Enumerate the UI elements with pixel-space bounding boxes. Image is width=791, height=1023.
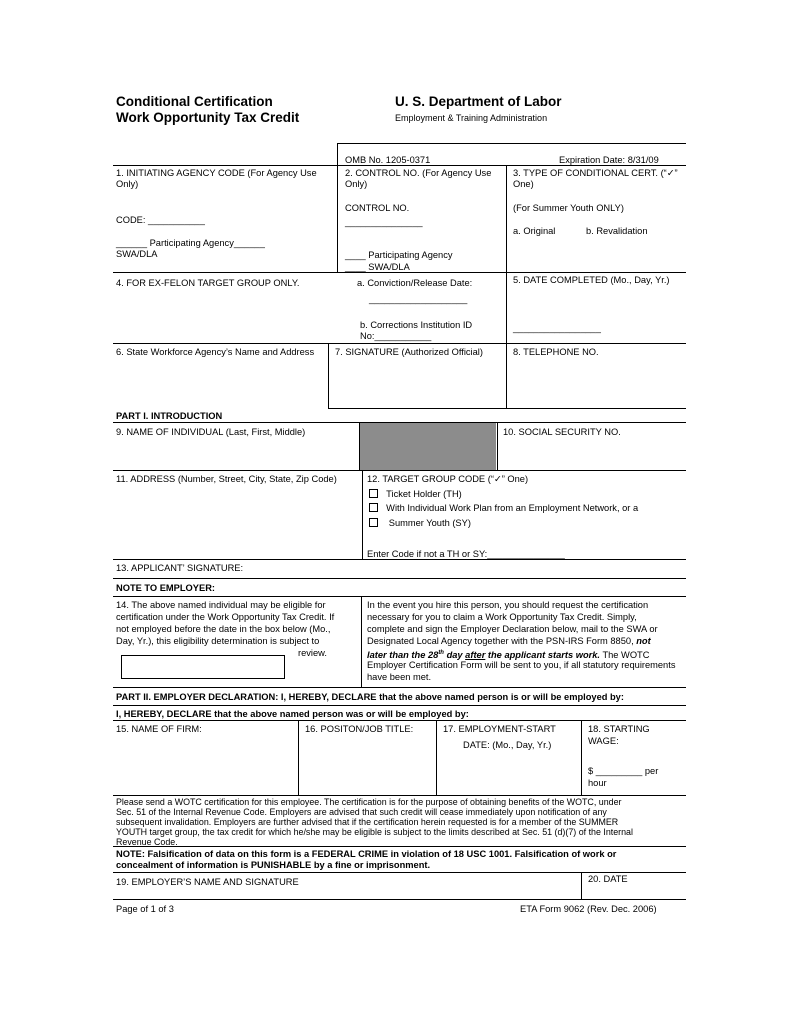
field-13-label: 13. APPLICANT’ SIGNATURE: <box>116 563 244 573</box>
participating-agency-field[interactable]: ______ Participating Agency______ <box>116 238 265 248</box>
rule <box>581 872 582 899</box>
field-6-label: 6. State Workforce Agency’s Name and Address <box>116 347 315 357</box>
field-18-sublabel: WAGE: <box>588 736 619 746</box>
falsification-warning-1: NOTE: Falsification of data on this form is a FEDERAL CRIME in violation of 18 USC 1001. Falsification of work or <box>116 849 617 859</box>
rule <box>113 578 686 579</box>
employer-note-7: have been met. <box>367 672 432 682</box>
rule <box>362 470 363 559</box>
rule <box>436 720 437 795</box>
rule <box>113 846 686 847</box>
omb-number: OMB No. 1205-0371 <box>345 155 431 165</box>
swa-dla-label: SWA/DLA <box>116 249 158 259</box>
rule <box>506 165 507 343</box>
department-name: U. S. Department of Labor <box>395 94 562 109</box>
expiration-date: Expiration Date: 8/31/09 <box>559 155 659 165</box>
target-option-work-plan[interactable]: With Individual Work Plan from an Employment Network, or a <box>369 503 638 514</box>
starting-wage-field[interactable]: $ _________ per <box>588 766 659 776</box>
field-12-label: 12. TARGET GROUP CODE (“✓” One) <box>367 474 529 484</box>
code-field[interactable]: CODE: ___________ <box>116 215 205 225</box>
field-1-label: 1. INITIATING AGENCY CODE (For Agency Use Only) <box>116 168 317 189</box>
employer-note-5: later than the 28th day after the applicant starts work. The WOTC <box>367 650 650 661</box>
original-option[interactable]: a. Original <box>513 226 556 236</box>
request-text-1: Please send a WOTC certification for this employee. The certification is for the purpose of obtaining benefits of the WOTC, under <box>116 797 622 807</box>
field-9-label: 9. NAME OF INDIVIDUAL (Last, First, Middle) <box>116 427 306 437</box>
request-text-5: Revenue Code. <box>116 837 178 847</box>
part-2-heading: PART II. EMPLOYER DECLARATION: I, HEREBY, DECLARE that the above named person is or will be employed by: <box>116 692 624 702</box>
rule <box>113 872 686 873</box>
rule <box>113 470 686 471</box>
field-19-label: 19. EMPLOYER’S NAME AND SIGNATURE <box>116 877 299 887</box>
omb-top-rule <box>337 143 686 144</box>
form-number: ETA Form 9062 (Rev. Dec. 2006) <box>520 904 657 914</box>
enter-code-field[interactable]: Enter Code if not a TH or SY:_______________ <box>367 549 565 559</box>
rule <box>113 596 686 597</box>
rule <box>359 422 360 470</box>
rule <box>337 165 338 272</box>
field-8-label: 8. TELEPHONE NO. <box>513 347 599 357</box>
field-7-label: 7. SIGNATURE (Authorized Official) <box>335 347 483 357</box>
department-subtitle: Employment & Training Administration <box>395 113 548 123</box>
swa-dla-checkbox[interactable]: ____ SWA/DLA <box>345 262 410 272</box>
request-text-2: Sec. 51 of the Internal Revenue Code. Employers are advised that such credit will cease immediately upon notification of any <box>116 807 607 817</box>
field-16-label: 16. POSITON/JOB TITLE: <box>305 724 414 734</box>
employer-note-2: necessary for you to claim a Work Opportunity Tax Credit. Simply, <box>367 612 637 622</box>
control-no-label: CONTROL NO. <box>345 203 410 213</box>
form-title-line2: Work Opportunity Tax Credit <box>116 110 300 125</box>
f14-text-2: certification under the Work Opportunity Tax Credit. If <box>116 612 335 622</box>
eligibility-date-box[interactable] <box>121 655 285 679</box>
rule <box>506 343 507 408</box>
note-heading: NOTE TO EMPLOYER: <box>116 583 216 593</box>
checkbox-icon[interactable] <box>369 503 378 512</box>
employer-note-6: Employer Certification Form will be sent to you, if all statutory requirements <box>367 660 676 670</box>
f14-text-3: not employed before the date in the box below (Mo., <box>116 624 331 634</box>
field-2-label: 2. CONTROL NO. (For Agency Use Only) <box>345 168 492 189</box>
f14-text-4: Day, Yr.), this eligibility determination is subject to <box>116 636 320 646</box>
summer-youth-note: (For Summer Youth ONLY) <box>513 203 624 213</box>
rule <box>113 795 686 796</box>
rule <box>581 720 582 795</box>
rule <box>361 596 362 687</box>
rule <box>113 165 686 166</box>
request-text-3: subsequent invalidation. Employers are further advised that if the certification herein requested is for a member of the SUMMER <box>116 817 619 827</box>
employer-note-1: In the event you hire this person, you should request the certification <box>367 600 649 610</box>
omb-left-rule <box>337 143 338 165</box>
date-completed-field[interactable]: _________________ <box>513 323 601 333</box>
rule <box>328 343 329 408</box>
participating-agency-checkbox[interactable]: ____ Participating Agency <box>345 250 453 260</box>
field-4-label: 4. FOR EX-FELON TARGET GROUP ONLY. <box>116 278 300 288</box>
rule <box>497 422 498 470</box>
form-title-line1: Conditional Certification <box>116 94 273 109</box>
employer-note-3: complete and sign the Employer Declaration below, mail to the SWA or <box>367 624 658 634</box>
field-18-label: 18. STARTING <box>588 724 650 734</box>
field-10-label: 10. SOCIAL SECURITY NO. <box>503 427 621 437</box>
field-15-label: 15. NAME OF FIRM: <box>116 724 202 734</box>
revalidation-option[interactable]: b. Revalidation <box>586 226 648 236</box>
field-17-sublabel: DATE: (Mo., Day, Yr.) <box>463 740 552 750</box>
employer-note-4: Designated Local Agency together with the PSN-IRS Form 8850, not <box>367 636 651 646</box>
target-option-ticket-holder[interactable]: Ticket Holder (TH) <box>369 489 462 500</box>
checkbox-icon[interactable] <box>369 518 378 527</box>
rule <box>113 343 686 344</box>
field-17-label: 17. EMPLOYMENT-START <box>443 724 556 734</box>
falsification-warning-2: concealment of information is PUNISHABLE by a fine or imprisonment. <box>116 860 431 870</box>
conviction-date-field[interactable]: ___________________ <box>369 294 468 304</box>
field-3-label: 3. TYPE OF CONDITIONAL CERT. (“✓” One) <box>513 168 678 189</box>
field-11-label: 11. ADDRESS (Number, Street, City, State, Zip Code) <box>116 474 337 484</box>
request-text-4: YOUTH target group, the tax credit for which he/she may be eligible is subject to the limits described at Sec. 51 (d)(7) of the Internal <box>116 827 633 837</box>
rule <box>113 559 686 560</box>
starting-wage-unit: hour <box>588 778 607 788</box>
control-no-field[interactable]: _______________ <box>345 217 423 227</box>
rule <box>113 720 686 721</box>
part-1-heading: PART I. INTRODUCTION <box>116 411 223 421</box>
rule <box>113 705 686 706</box>
rule <box>113 687 686 688</box>
rule <box>113 899 686 900</box>
f14-text-5: review. <box>298 648 327 658</box>
checkbox-icon[interactable] <box>369 489 378 498</box>
corrections-id-field[interactable]: b. Corrections Institution ID No:___________ <box>360 320 473 341</box>
shaded-block <box>360 423 496 470</box>
f14-text-1: 14. The above named individual may be eligible for <box>116 600 326 610</box>
target-option-summer-youth[interactable]: Summer Youth (SY) <box>369 518 471 529</box>
field-20-label: 20. DATE <box>588 874 628 884</box>
part-2-declaration: I, HEREBY, DECLARE that the above named person was or will be employed by: <box>116 709 469 719</box>
rule <box>298 720 299 795</box>
rule <box>328 408 686 409</box>
field-5-label: 5. DATE COMPLETED (Mo., Day, Yr.) <box>513 275 670 285</box>
conviction-date-label: a. Conviction/Release Date: <box>357 278 473 288</box>
page-number: Page of 1 of 3 <box>116 904 174 914</box>
